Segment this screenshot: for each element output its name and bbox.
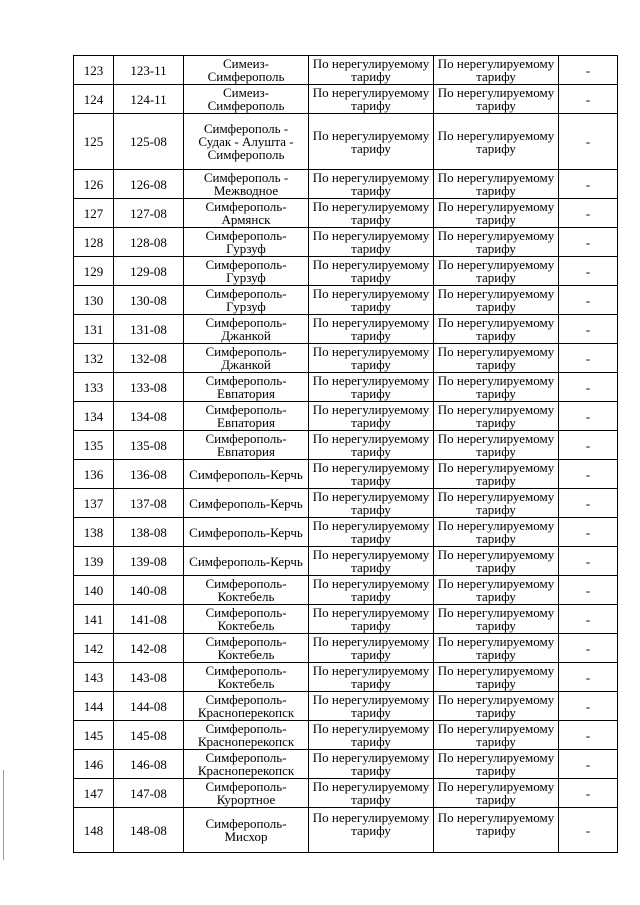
route-code: 146-08: [114, 750, 184, 779]
tariff-cell: По нерегулируемому тарифу: [309, 199, 434, 228]
extra-cell: -: [559, 750, 618, 779]
route-name: Симеиз- Симферополь: [184, 56, 309, 85]
route-code: 140-08: [114, 576, 184, 605]
tariff-cell: По нерегулируемому тарифу: [309, 114, 434, 170]
route-name: Симферополь- Евпатория: [184, 402, 309, 431]
tariff-cell: По нерегулируемому тарифу: [309, 605, 434, 634]
row-number: 146: [74, 750, 114, 779]
route-code: 141-08: [114, 605, 184, 634]
tariff-cell: По нерегулируемому тарифу: [309, 344, 434, 373]
row-number: 125: [74, 114, 114, 170]
table-row: [74, 634, 618, 663]
tariff-cell: По нерегулируемому тарифу: [309, 228, 434, 257]
table-row: [74, 431, 618, 460]
table-row: [74, 170, 618, 199]
routes-table: [73, 55, 618, 853]
route-code: 133-08: [114, 373, 184, 402]
route-code: 145-08: [114, 721, 184, 750]
row-number: 129: [74, 257, 114, 286]
tariff-cell: По нерегулируемому тарифу: [309, 808, 434, 853]
table-row: [74, 114, 618, 170]
row-number: 131: [74, 315, 114, 344]
table-row: [74, 605, 618, 634]
extra-cell: -: [559, 114, 618, 170]
route-code: 137-08: [114, 489, 184, 518]
table-row: [74, 257, 618, 286]
table-row: [74, 402, 618, 431]
tariff-cell: По нерегулируемому тарифу: [309, 460, 434, 489]
route-code: 129-08: [114, 257, 184, 286]
extra-cell: -: [559, 692, 618, 721]
table-row: [74, 808, 618, 853]
tariff-cell: По нерегулируемому тарифу: [434, 85, 559, 114]
table-row: [74, 518, 618, 547]
row-number: 147: [74, 779, 114, 808]
row-number: 128: [74, 228, 114, 257]
extra-cell: -: [559, 344, 618, 373]
extra-cell: -: [559, 431, 618, 460]
tariff-cell: По нерегулируемому тарифу: [309, 56, 434, 85]
route-name: Симферополь- Армянск: [184, 199, 309, 228]
route-name: Симферополь - Межводное: [184, 170, 309, 199]
extra-cell: -: [559, 663, 618, 692]
table-row: [74, 663, 618, 692]
table-row: [74, 344, 618, 373]
extra-cell: -: [559, 85, 618, 114]
route-name: Симферополь- Мисхор: [184, 808, 309, 853]
tariff-cell: По нерегулируемому тарифу: [434, 373, 559, 402]
route-name: Симферополь- Джанкой: [184, 344, 309, 373]
tariff-cell: По нерегулируемому тарифу: [434, 431, 559, 460]
extra-cell: -: [559, 489, 618, 518]
tariff-cell: По нерегулируемому тарифу: [434, 199, 559, 228]
tariff-cell: По нерегулируемому тарифу: [309, 315, 434, 344]
extra-cell: -: [559, 721, 618, 750]
table-row: [74, 489, 618, 518]
tariff-cell: По нерегулируемому тарифу: [434, 228, 559, 257]
table-row: [74, 692, 618, 721]
tariff-cell: По нерегулируемому тарифу: [309, 779, 434, 808]
tariff-cell: По нерегулируемому тарифу: [434, 692, 559, 721]
tariff-cell: По нерегулируемому тарифу: [309, 431, 434, 460]
row-number: 134: [74, 402, 114, 431]
route-name: Симферополь- Евпатория: [184, 373, 309, 402]
route-code: 126-08: [114, 170, 184, 199]
table-row: [74, 779, 618, 808]
extra-cell: -: [559, 518, 618, 547]
table-row: [74, 547, 618, 576]
routes-table-body: [74, 56, 618, 853]
extra-cell: -: [559, 315, 618, 344]
tariff-cell: По нерегулируемому тарифу: [309, 547, 434, 576]
tariff-cell: По нерегулируемому тарифу: [309, 489, 434, 518]
tariff-cell: По нерегулируемому тарифу: [434, 663, 559, 692]
route-code: 125-08: [114, 114, 184, 170]
row-number: 136: [74, 460, 114, 489]
route-name: Симферополь- Евпатория: [184, 431, 309, 460]
tariff-cell: По нерегулируемому тарифу: [309, 518, 434, 547]
extra-cell: -: [559, 779, 618, 808]
tariff-cell: По нерегулируемому тарифу: [309, 85, 434, 114]
tariff-cell: По нерегулируемому тарифу: [309, 286, 434, 315]
tariff-cell: По нерегулируемому тарифу: [434, 402, 559, 431]
route-name: Симферополь- Гурзуф: [184, 257, 309, 286]
route-name: Симферополь- Красноперекопск: [184, 692, 309, 721]
route-name: Симферополь- Коктебель: [184, 576, 309, 605]
route-name: Симферополь- Курортное: [184, 779, 309, 808]
row-number: 130: [74, 286, 114, 315]
extra-cell: -: [559, 56, 618, 85]
route-code: 134-08: [114, 402, 184, 431]
tariff-cell: По нерегулируемому тарифу: [434, 257, 559, 286]
route-code: 124-11: [114, 85, 184, 114]
route-name: Симферополь- Красноперекопск: [184, 750, 309, 779]
table-row: [74, 228, 618, 257]
table-row: [74, 576, 618, 605]
route-name: Симферополь-Керчь: [184, 547, 309, 576]
route-name: Симферополь-Керчь: [184, 460, 309, 489]
route-name: Симферополь - Судак - Алушта - Симферополь: [184, 114, 309, 170]
row-number: 132: [74, 344, 114, 373]
route-name: Симферополь-Керчь: [184, 489, 309, 518]
extra-cell: -: [559, 257, 618, 286]
tariff-cell: По нерегулируемому тарифу: [309, 576, 434, 605]
route-code: 135-08: [114, 431, 184, 460]
table-row: [74, 199, 618, 228]
route-code: 147-08: [114, 779, 184, 808]
tariff-cell: По нерегулируемому тарифу: [309, 170, 434, 199]
route-code: 123-11: [114, 56, 184, 85]
route-code: 144-08: [114, 692, 184, 721]
extra-cell: -: [559, 634, 618, 663]
extra-cell: -: [559, 286, 618, 315]
route-code: 128-08: [114, 228, 184, 257]
extra-cell: -: [559, 402, 618, 431]
extra-cell: -: [559, 547, 618, 576]
route-name: Симферополь- Коктебель: [184, 605, 309, 634]
tariff-cell: По нерегулируемому тарифу: [309, 692, 434, 721]
tariff-cell: По нерегулируемому тарифу: [434, 315, 559, 344]
extra-cell: -: [559, 605, 618, 634]
route-name: Симеиз- Симферополь: [184, 85, 309, 114]
tariff-cell: По нерегулируемому тарифу: [309, 750, 434, 779]
row-number: 145: [74, 721, 114, 750]
tariff-cell: По нерегулируемому тарифу: [434, 750, 559, 779]
route-code: 139-08: [114, 547, 184, 576]
route-name: Симферополь- Красноперекопск: [184, 721, 309, 750]
route-code: 142-08: [114, 634, 184, 663]
tariff-cell: По нерегулируемому тарифу: [434, 518, 559, 547]
row-number: 135: [74, 431, 114, 460]
tariff-cell: По нерегулируемому тарифу: [434, 56, 559, 85]
route-code: 130-08: [114, 286, 184, 315]
tariff-cell: По нерегулируемому тарифу: [434, 170, 559, 199]
tariff-cell: По нерегулируемому тарифу: [309, 721, 434, 750]
tariff-cell: По нерегулируемому тарифу: [434, 808, 559, 853]
row-number: 133: [74, 373, 114, 402]
table-row: [74, 460, 618, 489]
row-number: 127: [74, 199, 114, 228]
row-number: 140: [74, 576, 114, 605]
table-row: [74, 373, 618, 402]
route-name: Симферополь-Керчь: [184, 518, 309, 547]
tariff-cell: По нерегулируемому тарифу: [309, 402, 434, 431]
route-name: Симферополь- Гурзуф: [184, 286, 309, 315]
row-number: 123: [74, 56, 114, 85]
row-number: 142: [74, 634, 114, 663]
tariff-cell: По нерегулируемому тарифу: [434, 489, 559, 518]
row-number: 139: [74, 547, 114, 576]
scan-edge-mark: [3, 770, 4, 860]
route-code: 127-08: [114, 199, 184, 228]
row-number: 138: [74, 518, 114, 547]
table-row: [74, 750, 618, 779]
tariff-cell: По нерегулируемому тарифу: [309, 634, 434, 663]
table-row: [74, 286, 618, 315]
extra-cell: -: [559, 228, 618, 257]
extra-cell: -: [559, 460, 618, 489]
tariff-cell: По нерегулируемому тарифу: [434, 605, 559, 634]
extra-cell: -: [559, 199, 618, 228]
tariff-cell: По нерегулируемому тарифу: [434, 634, 559, 663]
row-number: 144: [74, 692, 114, 721]
extra-cell: -: [559, 373, 618, 402]
route-code: 136-08: [114, 460, 184, 489]
tariff-cell: По нерегулируемому тарифу: [434, 547, 559, 576]
route-code: 138-08: [114, 518, 184, 547]
row-number: 141: [74, 605, 114, 634]
row-number: 124: [74, 85, 114, 114]
tariff-cell: По нерегулируемому тарифу: [309, 257, 434, 286]
tariff-cell: По нерегулируемому тарифу: [434, 460, 559, 489]
route-name: Симферополь- Гурзуф: [184, 228, 309, 257]
tariff-cell: По нерегулируемому тарифу: [434, 779, 559, 808]
tariff-cell: По нерегулируемому тарифу: [434, 286, 559, 315]
tariff-cell: По нерегулируемому тарифу: [434, 344, 559, 373]
row-number: 137: [74, 489, 114, 518]
extra-cell: -: [559, 576, 618, 605]
table-row: [74, 315, 618, 344]
tariff-cell: По нерегулируемому тарифу: [434, 114, 559, 170]
route-name: Симферополь- Коктебель: [184, 634, 309, 663]
route-code: 143-08: [114, 663, 184, 692]
tariff-cell: По нерегулируемому тарифу: [434, 576, 559, 605]
table-row: [74, 721, 618, 750]
route-name: Симферополь- Коктебель: [184, 663, 309, 692]
row-number: 126: [74, 170, 114, 199]
tariff-cell: По нерегулируемому тарифу: [309, 663, 434, 692]
route-code: 131-08: [114, 315, 184, 344]
tariff-cell: По нерегулируемому тарифу: [309, 373, 434, 402]
table-row: [74, 85, 618, 114]
route-code: 148-08: [114, 808, 184, 853]
table-row: [74, 56, 618, 85]
route-name: Симферополь- Джанкой: [184, 315, 309, 344]
row-number: 143: [74, 663, 114, 692]
row-number: 148: [74, 808, 114, 853]
route-code: 132-08: [114, 344, 184, 373]
tariff-cell: По нерегулируемому тарифу: [434, 721, 559, 750]
extra-cell: -: [559, 170, 618, 199]
extra-cell: -: [559, 808, 618, 853]
